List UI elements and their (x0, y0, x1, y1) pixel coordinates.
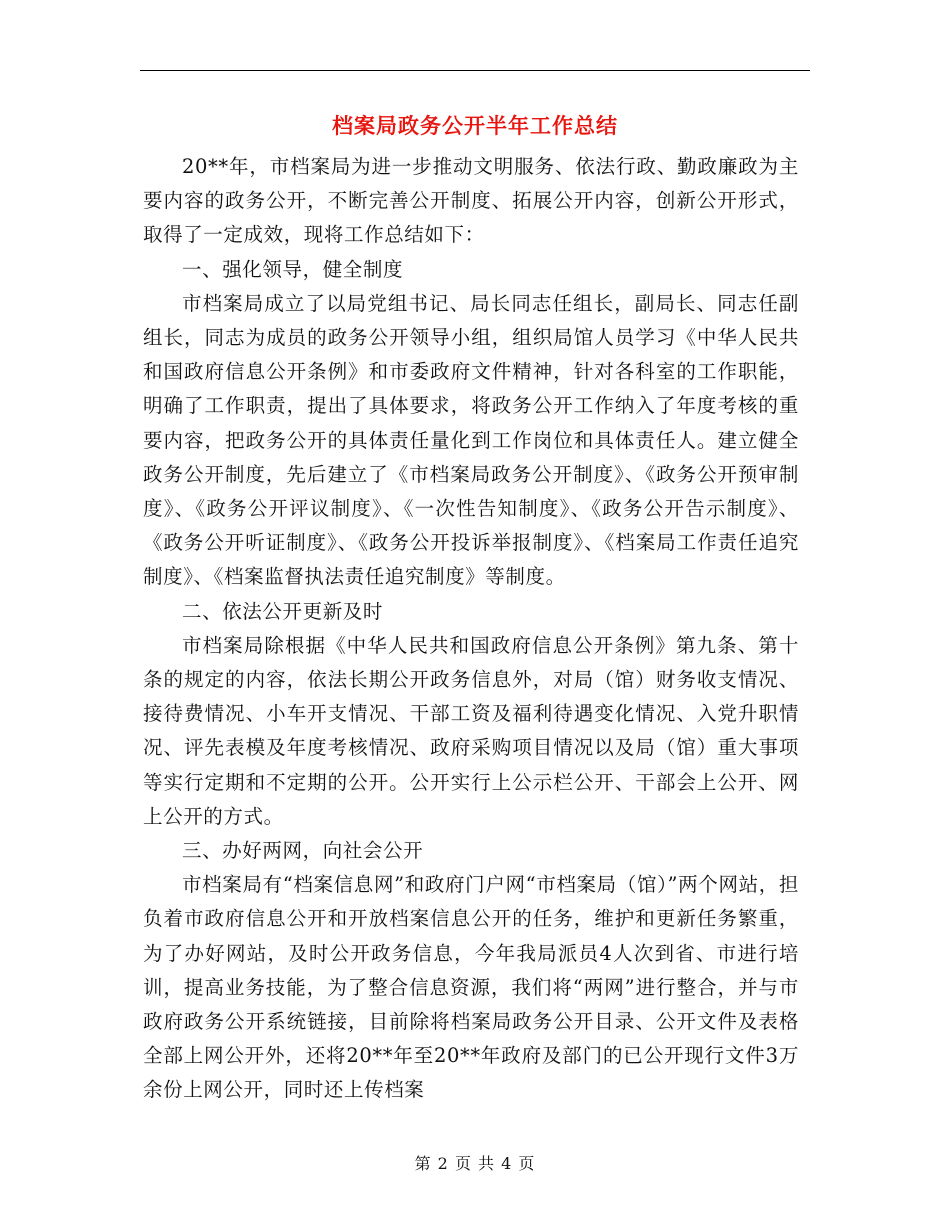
section-heading-1: 一、强化领导，健全制度 (182, 257, 404, 281)
section-heading-3: 三、办好两网，向社会公开 (182, 839, 424, 863)
section-heading-2: 二、依法公开更新及时 (182, 599, 384, 623)
paragraph-section-1: 市档案局成立了以局党组书记、局长同志任组长，副局长、同志任副组长，同志为成员的政务公开领导小组，组织局馆人员学习《中华人民共和国政府信息公开条例》和市委政府文件精神，针对各科室的工作职能，明确了工作职责，提出了具体要求，将政务公开工作纳入了年度考核的重要内容，把政务公开的具体责任量化到工作岗位和具体责任人。建立健全政务公开制度，先后建立了《市档案局政务公开制度》、《政务公开预审制度》、《政务公开评议制度》、《一次性告知制度》、《政务公开告示制度》、《政务公开听证制度》、《政务公开投诉举报制度》、《档案局工作责任追究制度》、《档案监督执法责任追究制度》等制度。 (143, 291, 799, 589)
paragraph-section-3: 市档案局有“档案信息网”和政府门户网“市档案局（馆）”两个网站，担负着市政府信息公开和开放档案信息公开的任务，维护和更新任务繁重，为了办好网站，及时公开政务信息，今年我局派员4人次到省、市进行培训，提高业务技能，为了整合信息资源，我们将“两网”进行整合，并与市政府政务公开系统链接，目前除将档案局政务公开目录、公开文件及表格全部上网公开外，还将20**年至20**年政府及部门的已公开现行文件3万余份上网公开，同时还上传档案 (143, 873, 799, 1102)
paragraph-section-2: 市档案局除根据《中华人民共和国政府信息公开条例》第九条、第十条的规定的内容，依法长期公开政务信息外，对局（馆）财务收支情况、接待费情况、小车开支情况、干部工资及福利待遇变化情况、入党升职情况、评先表模及年度考核情况、政府采购项目情况以及局（馆）重大事项等实行定期和不定期的公开。公开实行上公示栏公开、干部会上公开、网上公开的方式。 (143, 633, 799, 828)
document-title: 档案局政务公开半年工作总结 (332, 113, 618, 138)
document-body (143, 150, 799, 1108)
header-rule (140, 70, 810, 71)
page-footer: 第 2 页 共 4 页 (414, 1154, 536, 1173)
paragraph-intro: 20**年，市档案局为进一步推动文明服务、依法行政、勤政廉政为主要内容的政务公开，不断完善公开制度、拓展公开内容，创新公开形式，取得了一定成效，现将工作总结如下： (143, 155, 799, 247)
